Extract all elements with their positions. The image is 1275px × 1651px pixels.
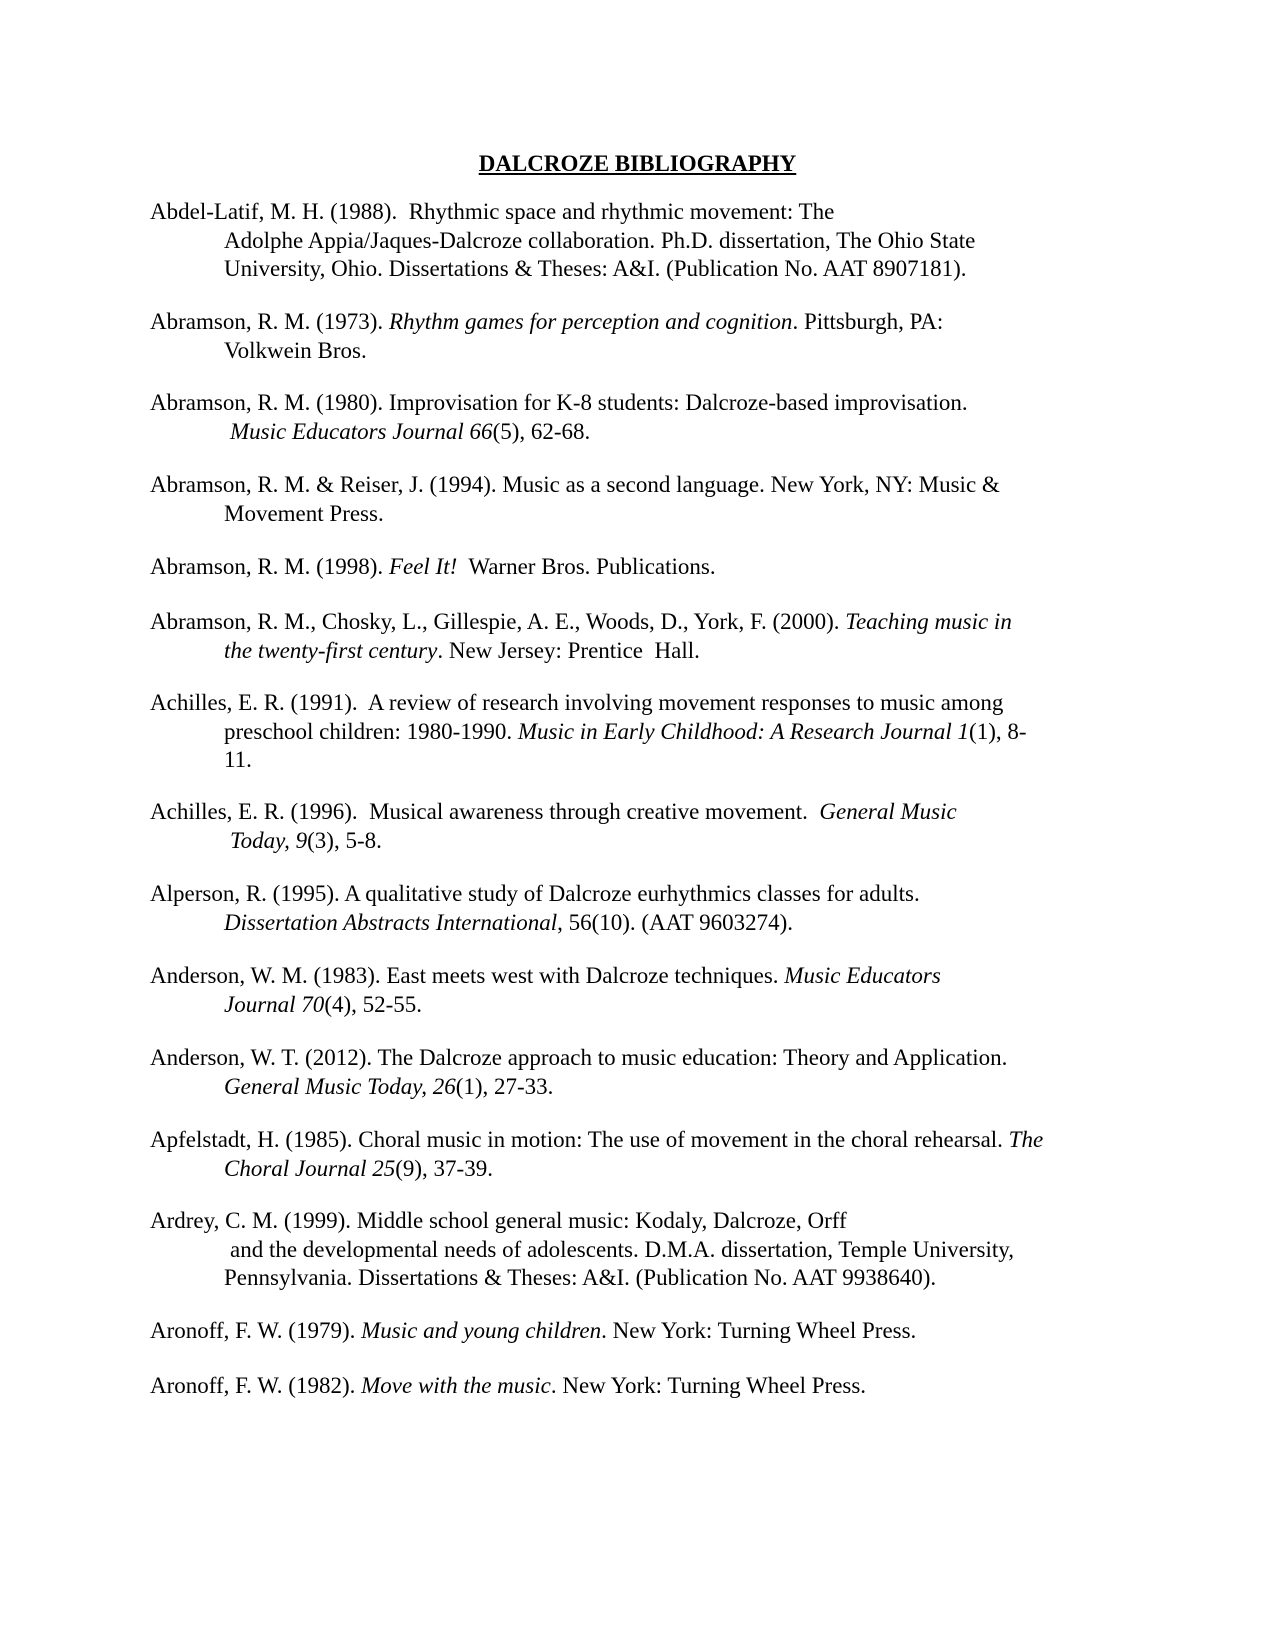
- entry-text: University, Ohio. Dissertations & Theses: A&I. (Publication No. AAT 8907181).: [224, 256, 967, 281]
- bibliography-entry: [150, 1207, 1130, 1293]
- entry-line: [150, 389, 1130, 418]
- entry-text: (4), 52-55.: [324, 991, 423, 1017]
- entry-text: Abramson, R. M. (1980). Improvisation for K-8 students: Dalcroze-based improvisation.: [150, 390, 968, 415]
- entry-line: [150, 500, 1130, 529]
- italic-title-text: Rhythm games for perception and cognition: [388, 309, 793, 334]
- italic-title-text: Music Educators: [784, 963, 941, 988]
- bibliography-entry: [150, 198, 1130, 284]
- entry-line: [150, 827, 1130, 856]
- entry-text: . Pittsburgh, PA:: [792, 309, 944, 334]
- italic-title-text: Teaching music in: [845, 609, 1012, 634]
- entry-line: [150, 337, 1130, 366]
- bibliography-entry: [150, 389, 1130, 446]
- entry-text: Abramson, R. M. (1973).: [150, 309, 389, 334]
- entry-line: [150, 1372, 1130, 1401]
- italic-title-text: Dissertation Abstracts International: [224, 909, 558, 935]
- entry-text: Alperson, R. (1995). A qualitative study of Dalcroze eurhythmics classes for adults.: [150, 881, 920, 906]
- entry-text: Achilles, E. R. (1996). Musical awareness through creative movement.: [150, 799, 820, 824]
- entry-text: Pennsylvania. Dissertations & Theses: A&I. (Publication No. AAT 9938640).: [224, 1265, 937, 1290]
- entry-line: [150, 798, 1130, 827]
- entry-line: [150, 909, 1130, 938]
- bibliography-entry: [150, 553, 1130, 582]
- bibliography-entry: [150, 1317, 1130, 1346]
- entry-text: Aronoff, F. W. (1979).: [150, 1318, 362, 1343]
- bibliography-entry: [150, 880, 1130, 937]
- entry-line: [150, 1155, 1130, 1184]
- entry-line: [150, 1126, 1130, 1155]
- bibliography-entry: [150, 1044, 1130, 1101]
- entry-text: Abdel-Latif, M. H. (1988). Rhythmic space and rhythmic movement: The: [150, 199, 835, 224]
- italic-title-text: Music and young children: [361, 1318, 602, 1343]
- italic-title-text: Choral Journal 25: [224, 1155, 396, 1181]
- bibliography-entry: [150, 1126, 1130, 1183]
- entry-text: Volkwein Bros.: [224, 337, 367, 363]
- entry-text: (9), 37-39.: [395, 1155, 493, 1181]
- entry-text: Anderson, W. T. (2012). The Dalcroze approach to music education: Theory and Application.: [150, 1045, 1008, 1070]
- bibliography-entry: [150, 798, 1130, 855]
- entry-line: [150, 227, 1130, 256]
- entry-text: Apfelstadt, H. (1985). Choral music in motion: The use of movement in the choral rehearsal.: [150, 1127, 1009, 1152]
- entry-text: (5), 62-68.: [492, 418, 591, 444]
- entry-text: Ardrey, C. M. (1999). Middle school general music: Kodaly, Dalcroze, Orff: [150, 1208, 847, 1233]
- bibliography-entry: [150, 308, 1130, 365]
- entry-text: (3), 5-8.: [307, 827, 382, 853]
- entry-line: [150, 1073, 1130, 1102]
- bibliography-entry: [150, 471, 1130, 528]
- entry-text: and the developmental needs of adolescents. D.M.A. dissertation, Temple University,: [230, 1236, 1015, 1262]
- entry-line: [150, 553, 1130, 582]
- entry-line: [150, 255, 1130, 284]
- entry-text: Anderson, W. M. (1983). East meets west with Dalcroze techniques.: [150, 963, 785, 988]
- entry-line: [150, 746, 1130, 775]
- italic-title-text: The: [1008, 1127, 1044, 1152]
- entry-text: (1), 8-: [969, 718, 1027, 744]
- entry-line: [150, 1264, 1130, 1293]
- entry-line: [150, 418, 1130, 447]
- entry-line: [150, 1317, 1130, 1346]
- entry-text: . New Jersey: Prentice Hall.: [437, 637, 700, 663]
- entry-line: [150, 689, 1130, 718]
- italic-title-text: the twenty-first century: [224, 637, 438, 663]
- entry-line: [150, 1236, 1130, 1265]
- entry-text: Adolphe Appia/Jaques-Dalcroze collaboration. Ph.D. dissertation, The Ohio State: [224, 227, 976, 253]
- italic-title-text: General Music Today, 26: [224, 1073, 456, 1099]
- entry-line: [150, 198, 1130, 227]
- entry-text: Warner Bros. Publications.: [457, 554, 716, 579]
- entry-line: [150, 471, 1130, 500]
- entry-line: [150, 962, 1130, 991]
- bibliography-entry: [150, 608, 1130, 665]
- entry-text: Aronoff, F. W. (1982).: [150, 1373, 362, 1398]
- bibliography-entry: [150, 962, 1130, 1019]
- entry-text: Abramson, R. M. (1998).: [150, 554, 389, 579]
- entry-text: , 56(10). (AAT 9603274).: [557, 909, 794, 935]
- bibliography-entry: [150, 689, 1130, 775]
- entry-line: [150, 637, 1130, 666]
- italic-title-text: Move with the music: [361, 1373, 551, 1398]
- entry-line: [150, 880, 1130, 909]
- entry-line: [150, 608, 1130, 637]
- entry-line: [150, 1207, 1130, 1236]
- italic-title-text: Today, 9: [230, 827, 308, 853]
- entry-line: [150, 718, 1130, 747]
- entry-line: [150, 308, 1130, 337]
- entry-text: Achilles, E. R. (1991). A review of research involving movement responses to music among: [150, 690, 1004, 715]
- entry-text: . New York: Turning Wheel Press.: [601, 1318, 917, 1343]
- italic-title-text: General Music: [819, 799, 957, 824]
- entry-text: Abramson, R. M., Chosky, L., Gillespie, A. E., Woods, D., York, F. (2000).: [150, 609, 846, 634]
- document-title: DALCROZE BIBLIOGRAPHY: [478, 151, 797, 176]
- italic-title-text: Music in Early Childhood: A Research Journal 1: [517, 718, 970, 744]
- entry-text: preschool children: 1980-1990.: [224, 718, 518, 744]
- entry-text: Movement Press.: [224, 500, 384, 526]
- entry-text: (1), 27-33.: [455, 1073, 554, 1099]
- entry-text: 11.: [224, 747, 252, 772]
- italic-title-text: Music Educators Journal 66: [230, 418, 493, 444]
- entry-text: Abramson, R. M. & Reiser, J. (1994). Music as a second language. New York, NY: Music &: [150, 472, 1000, 497]
- entry-text: . New York: Turning Wheel Press.: [550, 1373, 867, 1398]
- entry-line: [150, 1044, 1130, 1073]
- bibliography-entry: [150, 1372, 1130, 1401]
- entry-line: [150, 991, 1130, 1020]
- italic-title-text: Journal 70: [224, 991, 325, 1017]
- italic-title-text: Feel It!: [388, 554, 458, 579]
